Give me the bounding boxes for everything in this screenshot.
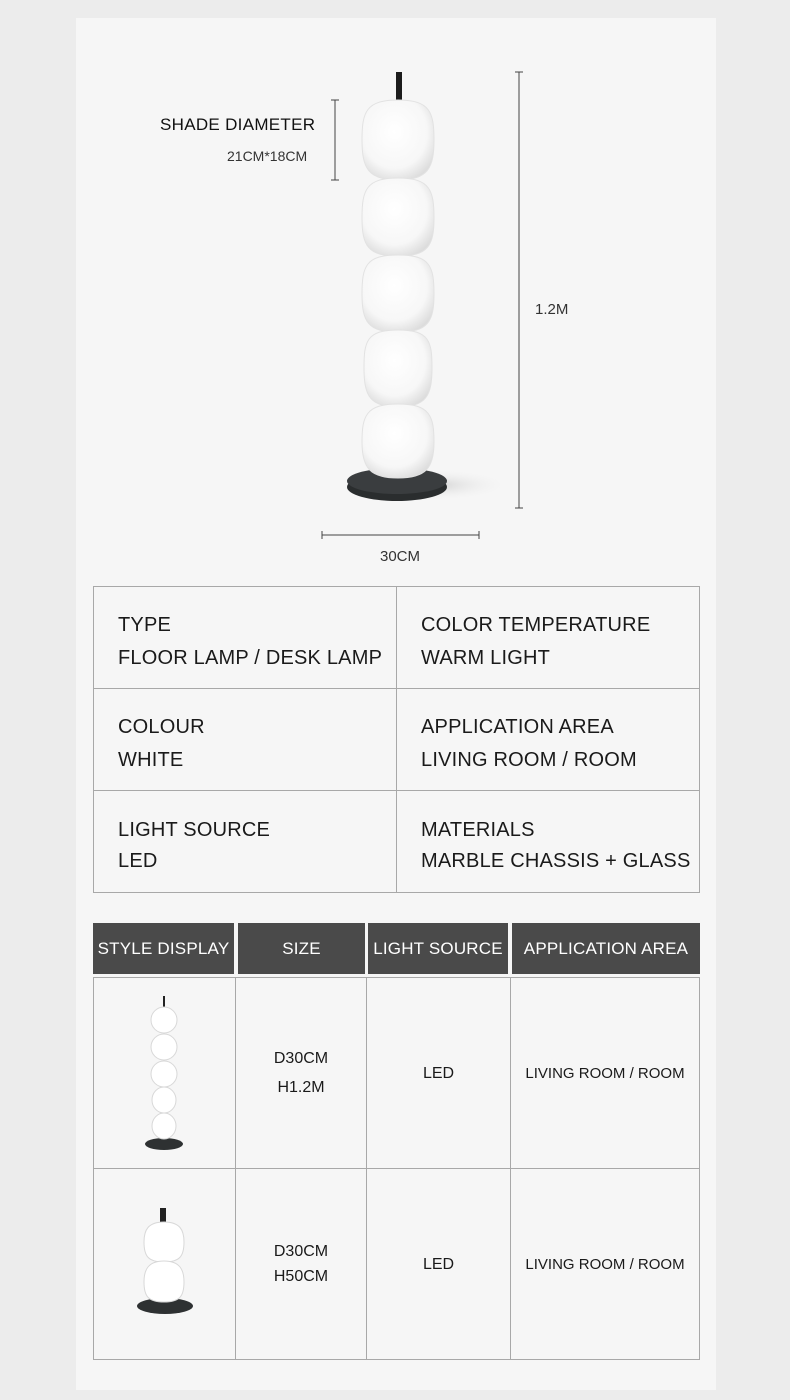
spec-value: LIVING ROOM / ROOM [421, 749, 637, 771]
style-table-body [93, 977, 700, 1360]
header-light-source: LIGHT SOURCE [368, 923, 508, 974]
size-diameter: D30CM [273, 1050, 329, 1067]
height-label: 1.2M [535, 301, 569, 318]
light-source-cell: LED [422, 1255, 455, 1273]
application-area-cell: LIVING ROOM / ROOM [525, 1064, 685, 1082]
header-style-display: STYLE DISPLAY [93, 923, 234, 974]
spec-application-area [397, 689, 699, 791]
spec-value: FLOOR LAMP / DESK LAMP [118, 647, 383, 669]
width-dimension-line [322, 531, 479, 539]
spec-label: COLOUR [118, 716, 205, 738]
shade-diameter-value: 21CM*18CM [227, 148, 308, 164]
size-height: H50CM [273, 1268, 329, 1285]
spec-type [94, 587, 397, 689]
style-table-header [93, 923, 700, 974]
spec-label: APPLICATION AREA [421, 716, 614, 738]
spec-label: COLOR TEMPERATURE [421, 614, 651, 636]
spec-value: WHITE [118, 749, 184, 771]
shade-diameter-label: SHADE DIAMETER [160, 115, 316, 134]
spec-label: MATERIALS [421, 819, 535, 841]
size-height: H1.2M [277, 1079, 325, 1096]
spec-color-temperature [397, 587, 699, 689]
spec-value: LED [118, 850, 158, 872]
lamp-illustration [0, 0, 790, 580]
spec-value: WARM LIGHT [421, 647, 551, 669]
spec-light-source [94, 791, 397, 892]
spec-materials [397, 791, 699, 892]
header-application-area: APPLICATION AREA [512, 923, 700, 974]
size-cell [236, 1169, 366, 1359]
size-cell [236, 978, 366, 1168]
shade-dimension-line [331, 100, 339, 180]
spec-value: MARBLE CHASSIS + GLASS [421, 850, 691, 872]
short-lamp-thumbnail [134, 1204, 194, 1324]
size-diameter: D30CM [273, 1243, 329, 1260]
application-area-cell: LIVING ROOM / ROOM [525, 1255, 685, 1273]
glass-globes [362, 100, 434, 478]
spec-label: TYPE [118, 614, 172, 636]
light-source-cell: LED [422, 1064, 455, 1082]
lamp-dimension-diagram [0, 0, 790, 580]
spec-label: LIGHT SOURCE [118, 819, 271, 841]
specs-table [93, 586, 700, 893]
height-dimension-line [515, 72, 523, 508]
width-label: 30CM [380, 548, 421, 565]
spec-colour [94, 689, 397, 791]
header-size: SIZE [238, 923, 365, 974]
tall-lamp-thumbnail [134, 992, 194, 1154]
